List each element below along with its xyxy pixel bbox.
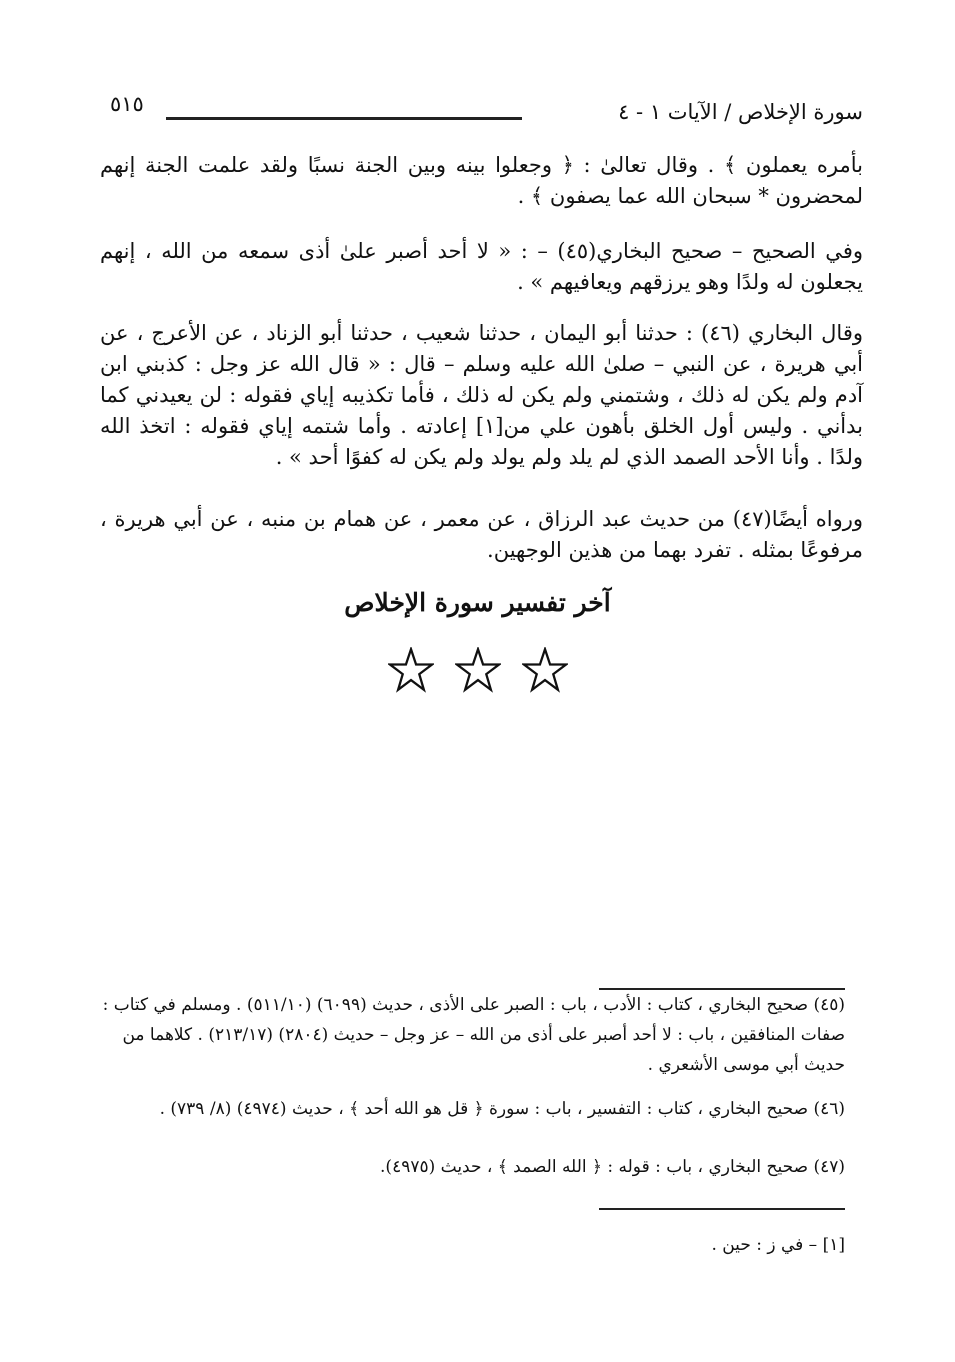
body-paragraph: وفي الصحيح – صحيح البخاري(٤٥) – : « لا أحد أصبر علىٰ أذى سمعه من الله ، إنهم يجعلون له ولدًا وهو يرزقهم ويعافيهم » . [100, 239, 863, 294]
star-icon [388, 647, 434, 693]
editor-footnote: [١] – في ز : حين . [711, 1235, 845, 1255]
running-header: سورة الإخلاص / الآيات ١ - ٤ [618, 100, 863, 124]
footnote: (٤٦) صحيح البخاري ، كتاب : التفسير ، باب : سورة ﴿ قل هو الله أحد ﴾ ، حديث (٤٩٧٤) (٨/ ٧٣٩) . [159, 1099, 845, 1119]
body-paragraph: ورواه أيضًا(٤٧) من حديث عبد الرزاق ، عن معمر ، عن همام بن منبه ، عن أبي هريرة ، مرفوعًا بمثله . تفرد بهما من هذين الوجهين. [100, 507, 864, 562]
star-icon [522, 647, 568, 693]
body-paragraph: وقال البخاري (٤٦) : حدثنا أبو اليمان ، حدثنا شعيب ، حدثنا أبو الزناد ، عن الأعرج ، عن أبي هريرة ، عن النبي – صلىٰ الله عليه وسلم – قال : « قال الله عز وجل : كذبني ابن آدم ولم يكن له ذلك ، وشتمني ولم يكن له ذلك ، فأما تكذيبه إياي فقوله : لن يعيدني كما بدأني . وليس أول الخلق بأهون علي من[١] إعادته . وأما شتمه إياي فقوله : اتخذ الله ولدًا . وأنا الأحد الصمد الذي لم يلد ولم يولد ولم يكن له كفوًا أحد » . [100, 321, 864, 469]
footnote: (٤٧) صحيح البخاري ، باب : قوله : ﴿ الله الصمد ﴾ ، حديث (٤٩٧٥). [380, 1157, 845, 1177]
footnote-rule [599, 1208, 845, 1210]
section-end-heading: آخر تفسير سورة الإخلاص [344, 588, 611, 617]
body-paragraph: بأمره يعملون ﴾ . وقال تعالىٰ : ﴿ وجعلوا بينه وبين الجنة نسبًا ولقد علمت الجنة إنهم لمحضرون * سبحان الله عما يصفون ﴾ . [100, 153, 863, 208]
star-icon [455, 647, 501, 693]
page-number: ٥١٥ [110, 92, 144, 116]
footnote: (٤٥) صحيح البخاري ، كتاب : الأدب ، باب : الصبر على الأذى ، حديث (٦٠٩٩) (٥١١/١٠) . ومسلم في كتاب : صفات المنافقين ، باب : لا أحد أصبر على أذى من الله – عز وجل – حديث (٢٨٠٤) (٢١٣/١٧) . كلاهما من حديث أبي موسى الأشعري . [102, 995, 845, 1075]
star-divider [388, 645, 568, 695]
